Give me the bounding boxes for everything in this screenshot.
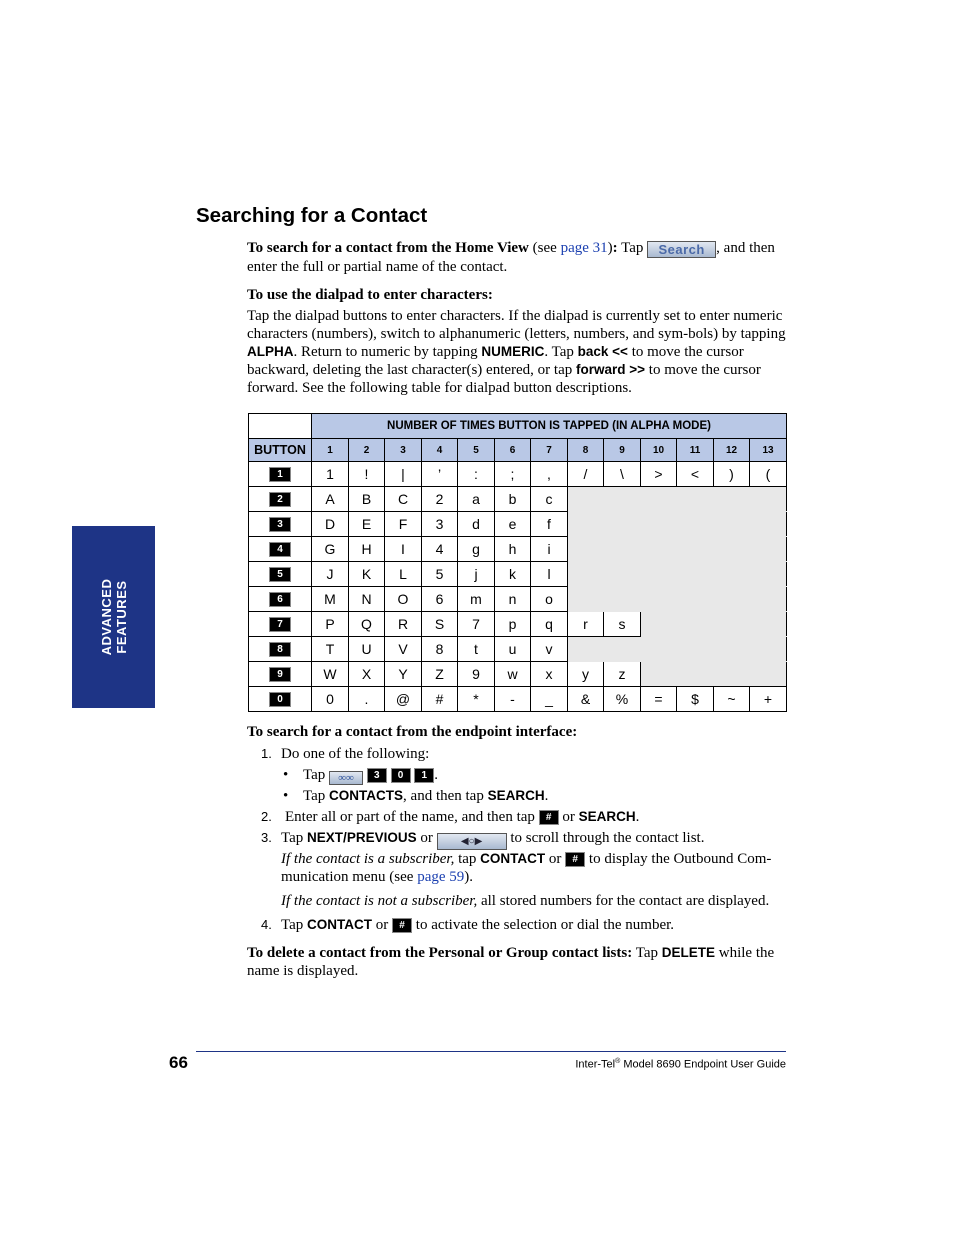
step-2-text: Enter all or part of the name, and then tap <box>285 809 539 825</box>
key-3: 3 <box>367 768 387 783</box>
step-2-number: 2. <box>261 809 272 824</box>
char-cell: s <box>604 612 641 637</box>
step-1-text: Do one of the following: <box>281 746 430 762</box>
char-cell: E <box>349 512 385 537</box>
char-cell: * <box>458 687 495 712</box>
key-1: 1 <box>414 768 434 783</box>
delete-label: DELETE <box>661 945 716 960</box>
char-cell: f <box>531 512 568 537</box>
char-cell: b <box>495 487 531 512</box>
empty-cell <box>568 487 787 512</box>
step-2 <box>261 808 786 826</box>
char-cell: # <box>422 687 458 712</box>
char-cell: O <box>385 587 422 612</box>
home-view-paragraph <box>247 239 786 276</box>
bullet-2-end: . <box>544 788 549 804</box>
char-cell: w <box>495 662 531 687</box>
next-label: NEXT <box>307 830 344 845</box>
dialpad-key: 4 <box>269 542 291 557</box>
non-subscriber-italic: If the contact is not a subscriber, <box>281 893 478 909</box>
char-cell: C <box>385 487 422 512</box>
table-corner <box>249 414 312 439</box>
dialpad-text-3: . Tap <box>544 344 578 360</box>
bullet-2-mid: , and then tap <box>403 788 488 804</box>
footer-rule <box>196 1051 786 1052</box>
dialpad-key: 7 <box>269 617 291 632</box>
home-view-heading: To search for a contact from the Home View <box>247 240 529 256</box>
table-row <box>249 512 787 537</box>
char-cell: h <box>495 537 531 562</box>
char-cell: y <box>568 662 604 687</box>
dialpad-table <box>248 413 787 712</box>
char-cell: m <box>458 587 495 612</box>
char-cell: v <box>531 637 568 662</box>
char-cell: . <box>349 687 385 712</box>
dialpad-key: 6 <box>269 592 291 607</box>
row-key-cell <box>249 562 312 587</box>
step-3-tap: Tap <box>281 830 308 846</box>
table-row <box>249 637 787 662</box>
char-cell: x <box>531 662 568 687</box>
char-cell: g <box>458 537 495 562</box>
sub2-rest: all stored numbers for the contact are displayed. <box>477 893 770 909</box>
char-cell: K <box>349 562 385 587</box>
step-2-end: . <box>635 809 640 825</box>
footer-guide: Model 8690 Endpoint User Guide <box>620 1058 786 1071</box>
char-cell: ) <box>714 462 750 487</box>
char-cell: N <box>349 587 385 612</box>
sub1-or: or <box>545 851 566 867</box>
char-cell: = <box>641 687 677 712</box>
bullet-2 <box>285 787 548 805</box>
non-subscriber-note <box>281 892 791 910</box>
delete-tap: Tap <box>632 945 662 961</box>
row-key-cell <box>249 637 312 662</box>
char-cell: i <box>531 537 568 562</box>
char-cell: J <box>312 562 349 587</box>
side-tab-line2: FEATURES <box>113 580 129 654</box>
contacts-label: CONTACTS <box>329 788 404 803</box>
column-header: 12 <box>714 439 750 462</box>
char-cell: _ <box>531 687 568 712</box>
dialpad-heading <box>247 286 786 304</box>
char-cell: < <box>677 462 714 487</box>
dialpad-text-1: Tap the dialpad buttons to enter characters. If the dialpad is currently set to enter numeric characters (numbers), switch to alphanumeric (letters, numbers, and sym-bols) by tapping <box>247 308 786 342</box>
voicemail-icon: ∞∞ <box>329 771 363 785</box>
contact-label-2: CONTACT <box>307 917 373 932</box>
column-header: 1 <box>312 439 349 462</box>
char-cell: 1 <box>312 462 349 487</box>
char-cell: p <box>495 612 531 637</box>
step-1 <box>261 745 786 763</box>
dialpad-key: 1 <box>269 467 291 482</box>
sub1-end: ). <box>464 869 474 885</box>
column-header: 4 <box>422 439 458 462</box>
empty-cell <box>568 537 787 562</box>
column-header: 8 <box>568 439 604 462</box>
bullet-2-tap: Tap <box>303 788 330 804</box>
table-row <box>249 537 787 562</box>
delete-paragraph <box>247 944 786 980</box>
char-cell: & <box>568 687 604 712</box>
column-header: 10 <box>641 439 677 462</box>
column-header: 6 <box>495 439 531 462</box>
char-cell: 0 <box>312 687 349 712</box>
dialpad-key: 0 <box>269 692 291 707</box>
char-cell: o <box>531 587 568 612</box>
numeric-label: NUMERIC <box>481 344 545 359</box>
column-header: 3 <box>385 439 422 462</box>
table-row <box>249 587 787 612</box>
char-cell: / <box>568 462 604 487</box>
char-cell: ; <box>495 462 531 487</box>
char-cell: % <box>604 687 641 712</box>
colon: : <box>612 240 618 256</box>
delete-rest: while the name is displayed. <box>247 945 775 979</box>
char-cell: z <box>604 662 641 687</box>
footer-text <box>575 1058 786 1071</box>
dialpad-key: 3 <box>269 517 291 532</box>
column-header: 13 <box>750 439 787 462</box>
search-label: SEARCH <box>487 788 545 803</box>
step-3-rest: to scroll through the contact list. <box>506 830 705 846</box>
char-cell: - <box>495 687 531 712</box>
char-cell: q <box>531 612 568 637</box>
home-view-rest: , and then enter the full or partial name of the contact. <box>247 240 775 275</box>
dialpad-text-4: to move the cursor backward, deleting the last character(s) entered, or tap <box>247 344 744 378</box>
sub1-tap: tap <box>454 851 481 867</box>
char-cell: R <box>385 612 422 637</box>
scroll-arrows-icon: ◀○▶ <box>437 833 507 850</box>
char-cell: T <box>312 637 349 662</box>
char-cell: \ <box>604 462 641 487</box>
char-cell: ! <box>349 462 385 487</box>
sub1-rest: to display the Outbound Com-munication menu (see <box>281 851 772 885</box>
table-row <box>249 612 787 637</box>
close-paren: ) <box>607 240 613 256</box>
char-cell: 4 <box>422 537 458 562</box>
side-tab-label <box>99 579 129 656</box>
char-cell: 8 <box>422 637 458 662</box>
dialpad-paragraph <box>247 307 786 397</box>
slash: / <box>343 830 347 845</box>
char-cell: + <box>750 687 787 712</box>
char-cell: B <box>349 487 385 512</box>
char-cell: 6 <box>422 587 458 612</box>
bullet-1 <box>285 766 438 785</box>
empty-cell <box>568 587 787 612</box>
registered-mark: ® <box>615 1058 621 1065</box>
char-cell: 9 <box>458 662 495 687</box>
span-header: NUMBER OF TIMES BUTTON IS TAPPED (IN ALPHA MODE) <box>312 414 787 439</box>
row-key-cell <box>249 687 312 712</box>
step-2-or: or <box>558 809 579 825</box>
row-key-cell <box>249 537 312 562</box>
page-59-link[interactable]: page 59 <box>417 869 465 885</box>
char-cell: r <box>568 612 604 637</box>
step-3-or: or <box>416 830 437 846</box>
dialpad-key: 2 <box>269 492 291 507</box>
pound-key-2: # <box>565 852 585 867</box>
row-key-cell <box>249 462 312 487</box>
back-label: back << <box>577 344 628 359</box>
char-cell: ~ <box>714 687 750 712</box>
pound-key: # <box>539 810 559 825</box>
char-cell: ( <box>750 462 787 487</box>
search-label-2: SEARCH <box>578 809 636 824</box>
char-cell: U <box>349 637 385 662</box>
char-cell: j <box>458 562 495 587</box>
char-cell: Y <box>385 662 422 687</box>
column-header: 9 <box>604 439 641 462</box>
char-cell: @ <box>385 687 422 712</box>
char-cell: V <box>385 637 422 662</box>
char-cell: Z <box>422 662 458 687</box>
char-cell: Q <box>349 612 385 637</box>
bullet-1-tap: Tap <box>303 767 326 783</box>
dialpad-heading-text: To use the dialpad to enter characters: <box>247 287 493 303</box>
char-cell: W <box>312 662 349 687</box>
row-key-cell <box>249 662 312 687</box>
table-row <box>249 562 787 587</box>
table-row <box>249 487 787 512</box>
page-31-link[interactable]: page 31 <box>560 240 608 256</box>
row-key-cell <box>249 512 312 537</box>
char-cell: X <box>349 662 385 687</box>
step-4 <box>261 916 786 934</box>
empty-cell <box>641 662 787 687</box>
char-cell: D <box>312 512 349 537</box>
alpha-label: ALPHA <box>247 344 294 359</box>
char-cell: k <box>495 562 531 587</box>
char-cell: $ <box>677 687 714 712</box>
side-tab <box>72 526 155 708</box>
char-cell: ’ <box>422 462 458 487</box>
char-cell: M <box>312 587 349 612</box>
search-button-image: Search <box>647 241 716 258</box>
char-cell: L <box>385 562 422 587</box>
dialpad-key: 5 <box>269 567 291 582</box>
bullet-1-end: . <box>434 767 439 783</box>
empty-cell <box>641 612 787 637</box>
char-cell: l <box>531 562 568 587</box>
tap-text: Tap <box>617 240 648 256</box>
forward-label: forward >> <box>576 362 646 377</box>
char-cell: 7 <box>458 612 495 637</box>
column-header: 5 <box>458 439 495 462</box>
row-key-cell <box>249 587 312 612</box>
char-cell: > <box>641 462 677 487</box>
column-header: 2 <box>349 439 385 462</box>
char-cell: n <box>495 587 531 612</box>
char-cell: 2 <box>422 487 458 512</box>
table-row <box>249 687 787 712</box>
step-4-tap: Tap <box>281 917 308 933</box>
endpoint-heading <box>247 724 577 741</box>
char-cell: G <box>312 537 349 562</box>
dialpad-text-5: to move the cursor forward. See the following table for dialpad button descriptions. <box>247 362 761 396</box>
table-row <box>249 462 787 487</box>
char-cell: S <box>422 612 458 637</box>
char-cell: c <box>531 487 568 512</box>
footer-brand: Inter-Tel <box>575 1058 616 1071</box>
char-cell: F <box>385 512 422 537</box>
previous-label: PREVIOUS <box>346 830 417 845</box>
subscriber-note <box>281 850 786 886</box>
pound-key-3: # <box>392 918 412 933</box>
step-4-or: or <box>372 917 393 933</box>
char-cell: H <box>349 537 385 562</box>
char-cell: 3 <box>422 512 458 537</box>
char-cell: e <box>495 512 531 537</box>
empty-cell <box>568 562 787 587</box>
char-cell: I <box>385 537 422 562</box>
char-cell: : <box>458 462 495 487</box>
char-cell: P <box>312 612 349 637</box>
char-cell: 5 <box>422 562 458 587</box>
char-cell: t <box>458 637 495 662</box>
subscriber-italic: If the contact is a subscriber, <box>281 851 455 867</box>
row-key-cell <box>249 612 312 637</box>
button-header: BUTTON <box>249 439 312 462</box>
table-row <box>249 662 787 687</box>
step-3 <box>261 829 786 850</box>
page-title: Searching for a Contact <box>196 204 428 227</box>
char-cell: a <box>458 487 495 512</box>
dialpad-key: 8 <box>269 642 291 657</box>
step-4-rest: to activate the selection or dial the number. <box>412 917 675 933</box>
step-4-number: 4. <box>261 917 272 932</box>
contact-label: CONTACT <box>480 851 546 866</box>
dialpad-text-2: . Return to numeric by tapping <box>293 344 482 360</box>
step-3-number: 3. <box>261 830 272 845</box>
char-cell: A <box>312 487 349 512</box>
row-key-cell <box>249 487 312 512</box>
empty-cell <box>568 512 787 537</box>
key-0: 0 <box>391 768 411 783</box>
side-tab-line1: ADVANCED <box>98 578 114 656</box>
empty-cell <box>568 637 787 662</box>
char-cell: u <box>495 637 531 662</box>
dialpad-key: 9 <box>269 667 291 682</box>
column-header: 11 <box>677 439 714 462</box>
char-cell: | <box>385 462 422 487</box>
delete-heading: To delete a contact from the Personal or Group contact lists: <box>247 945 633 961</box>
step-1-number: 1. <box>261 746 272 761</box>
column-header: 7 <box>531 439 568 462</box>
char-cell: d <box>458 512 495 537</box>
endpoint-heading-text: To search for a contact from the endpoint interface: <box>247 724 578 740</box>
char-cell: , <box>531 462 568 487</box>
see-text: (see <box>528 240 561 256</box>
page-number: 66 <box>169 1053 188 1072</box>
